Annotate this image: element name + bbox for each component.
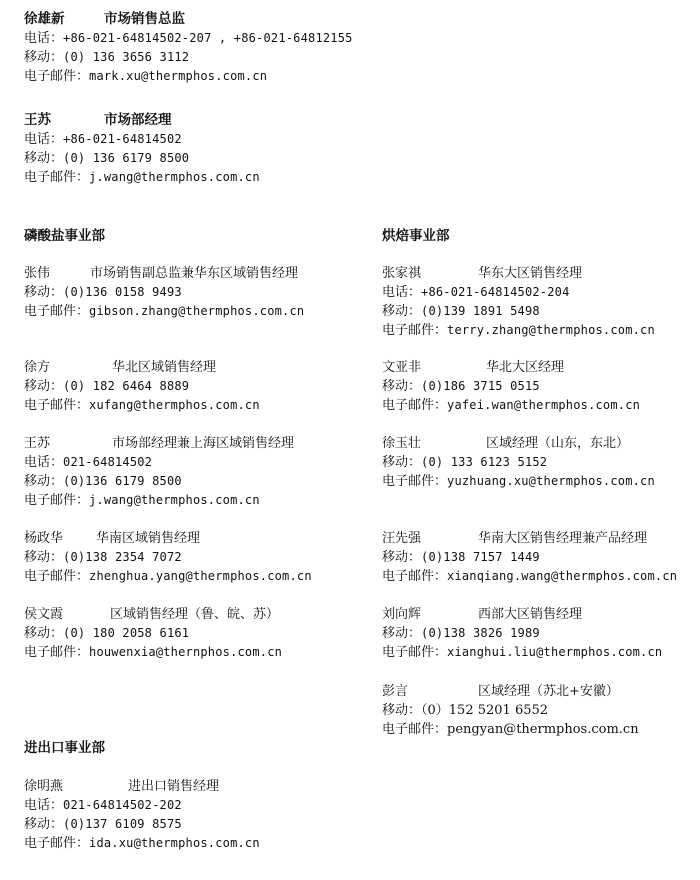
contact-title: 华南区域销售经理	[96, 531, 201, 546]
email-label: 电子邮件：	[382, 569, 448, 584]
phone-value: 021-64814502-202	[63, 798, 182, 812]
mobile-label: 移动：	[24, 379, 64, 394]
email-label: 电子邮件：	[24, 398, 90, 413]
email-value: mark.xu@thermphos.com.cn	[89, 69, 268, 83]
phone-label: 电话：	[24, 132, 64, 147]
email-value: j.wang@thermphos.com.cn	[89, 170, 260, 184]
contact-title: 市场销售总监	[104, 11, 185, 27]
email-label: 电子邮件：	[382, 645, 448, 660]
contact-name: 徐雄新	[24, 11, 65, 27]
contact-card	[382, 264, 655, 340]
mobile-label: 移动：	[382, 304, 422, 319]
email-label: 电子邮件：	[24, 645, 90, 660]
email-value: gibson.zhang@thermphos.com.cn	[89, 304, 305, 318]
email-value: yafei.wan@thermphos.com.cn	[447, 398, 641, 412]
contact-name: 杨政华	[24, 531, 64, 546]
contact-card	[382, 605, 662, 662]
mobile-value: (0)138 3826 1989	[421, 626, 540, 640]
contact-name: 徐明燕	[24, 779, 64, 794]
contact-title: 华东大区销售经理	[478, 266, 583, 281]
section-title-phosphate: 磷酸盐事业部	[24, 228, 105, 244]
contact-name: 侯文霞	[24, 607, 64, 622]
contact-card	[24, 529, 312, 586]
mobile-value: (0) 182 6464 8889	[63, 379, 190, 393]
contact-title: 华北大区经理	[486, 360, 565, 375]
mobile-label: 移动：	[24, 626, 64, 641]
email-label: 电子邮件：	[24, 69, 90, 84]
section-title-export: 进出口事业部	[24, 740, 105, 756]
mobile-value: (0)186 3715 0515	[421, 379, 540, 393]
phone-label: 电话：	[24, 455, 64, 470]
contact-name: 徐方	[24, 360, 51, 375]
contact-title: 区域经理（苏北+安徽）	[478, 684, 619, 699]
mobile-value: (0)139 1891 5498	[421, 304, 540, 318]
contact-title: 市场销售副总监兼华东区域销售经理	[90, 266, 299, 281]
mobile-value: (0)136 0158 9493	[63, 285, 182, 299]
mobile-label: 移动：	[24, 50, 64, 65]
mobile-label: 移动：	[382, 455, 422, 470]
contact-card	[382, 434, 655, 491]
contact-card	[382, 358, 640, 415]
mobile-label: 移动：	[382, 550, 422, 565]
mobile-label: 移动：	[24, 151, 64, 166]
phone-label: 电话：	[382, 285, 422, 300]
email-label: 电子邮件：	[382, 722, 448, 737]
email-label: 电子邮件：	[24, 836, 90, 851]
contact-title: 区域销售经理（鲁、皖、苏）	[110, 607, 280, 622]
email-label: 电子邮件：	[24, 569, 90, 584]
email-label: 电子邮件：	[24, 304, 90, 319]
email-value: terry.zhang@thermphos.com.cn	[447, 323, 655, 337]
phone-label: 电话：	[24, 31, 64, 46]
contact-card	[24, 777, 260, 853]
contact-card	[24, 434, 294, 510]
contact-title: 区域经理（山东，东北）	[486, 436, 630, 451]
contact-name: 彭言	[382, 684, 409, 699]
contact-name: 汪先强	[382, 531, 422, 546]
mobile-label: 移动：	[24, 474, 64, 489]
contact-title: 进出口销售经理	[128, 779, 220, 794]
mobile-value: (0)136 6179 8500	[63, 474, 182, 488]
contact-card	[382, 529, 677, 586]
phone-label: 电话：	[24, 798, 64, 813]
mobile-value: (0) 180 2058 6161	[63, 626, 190, 640]
email-value: j.wang@thermphos.com.cn	[89, 493, 260, 507]
mobile-label: 移动：	[24, 817, 64, 832]
email-label: 电子邮件：	[382, 323, 448, 338]
email-value: zhenghua.yang@thermphos.com.cn	[89, 569, 312, 583]
mobile-value: (0) 136 6179 8500	[63, 151, 190, 165]
email-value: xianghui.liu@thermphos.com.cn	[447, 645, 663, 659]
phone-value: +86-021-64814502-207 , +86-021-64812155	[63, 31, 353, 45]
contact-name: 王苏	[24, 112, 51, 128]
email-label: 电子邮件：	[382, 474, 448, 489]
mobile-value: （0）152 5201 6552	[421, 703, 549, 718]
email-value: xufang@thermphos.com.cn	[89, 398, 260, 412]
mobile-value: (0) 136 3656 3112	[63, 50, 190, 64]
contact-title: 市场部经理兼上海区域销售经理	[112, 436, 295, 451]
phone-value: +86-021-64814502-204	[421, 285, 570, 299]
contact-title: 市场部经理	[104, 112, 172, 128]
contact-name: 刘向辉	[382, 607, 422, 622]
contact-card	[382, 682, 639, 739]
contact-title: 西部大区销售经理	[478, 607, 583, 622]
contact-name: 徐玉壮	[382, 436, 422, 451]
email-value: xianqiang.wang@thermphos.com.cn	[447, 569, 678, 583]
contact-name: 张家祺	[382, 266, 422, 281]
contact-name: 文亚非	[382, 360, 422, 375]
mobile-value: (0) 133 6123 5152	[421, 455, 548, 469]
email-value: yuzhuang.xu@thermphos.com.cn	[447, 474, 655, 488]
contact-title: 华北区域销售经理	[112, 360, 217, 375]
mobile-value: (0)137 6109 8575	[63, 817, 182, 831]
contact-title: 华南大区销售经理兼产品经理	[478, 531, 648, 546]
email-value: ida.xu@thermphos.com.cn	[89, 836, 260, 850]
email-value: pengyan@thermphos.com.cn	[447, 722, 639, 737]
mobile-label: 移动：	[382, 626, 422, 641]
phone-value: +86-021-64814502	[63, 132, 182, 146]
mobile-label: 移动：	[382, 379, 422, 394]
contact-card	[24, 264, 304, 321]
contact-name: 王苏	[24, 436, 51, 451]
mobile-value: (0)138 7157 1449	[421, 550, 540, 564]
mobile-value: (0)138 2354 7072	[63, 550, 182, 564]
section-title-bakery: 烘焙事业部	[382, 228, 450, 244]
contact-card	[24, 10, 353, 86]
email-label: 电子邮件：	[24, 493, 90, 508]
mobile-label: 移动：	[382, 703, 422, 718]
mobile-label: 移动：	[24, 550, 64, 565]
contact-card	[24, 358, 260, 415]
phone-value: 021-64814502	[63, 455, 153, 469]
email-label: 电子邮件：	[382, 398, 448, 413]
email-label: 电子邮件：	[24, 170, 90, 185]
contact-name: 张伟	[24, 266, 51, 281]
contact-card	[24, 111, 260, 187]
email-value: houwenxia@thernphos.com.cn	[89, 645, 283, 659]
mobile-label: 移动：	[24, 285, 64, 300]
contact-card	[24, 605, 282, 662]
